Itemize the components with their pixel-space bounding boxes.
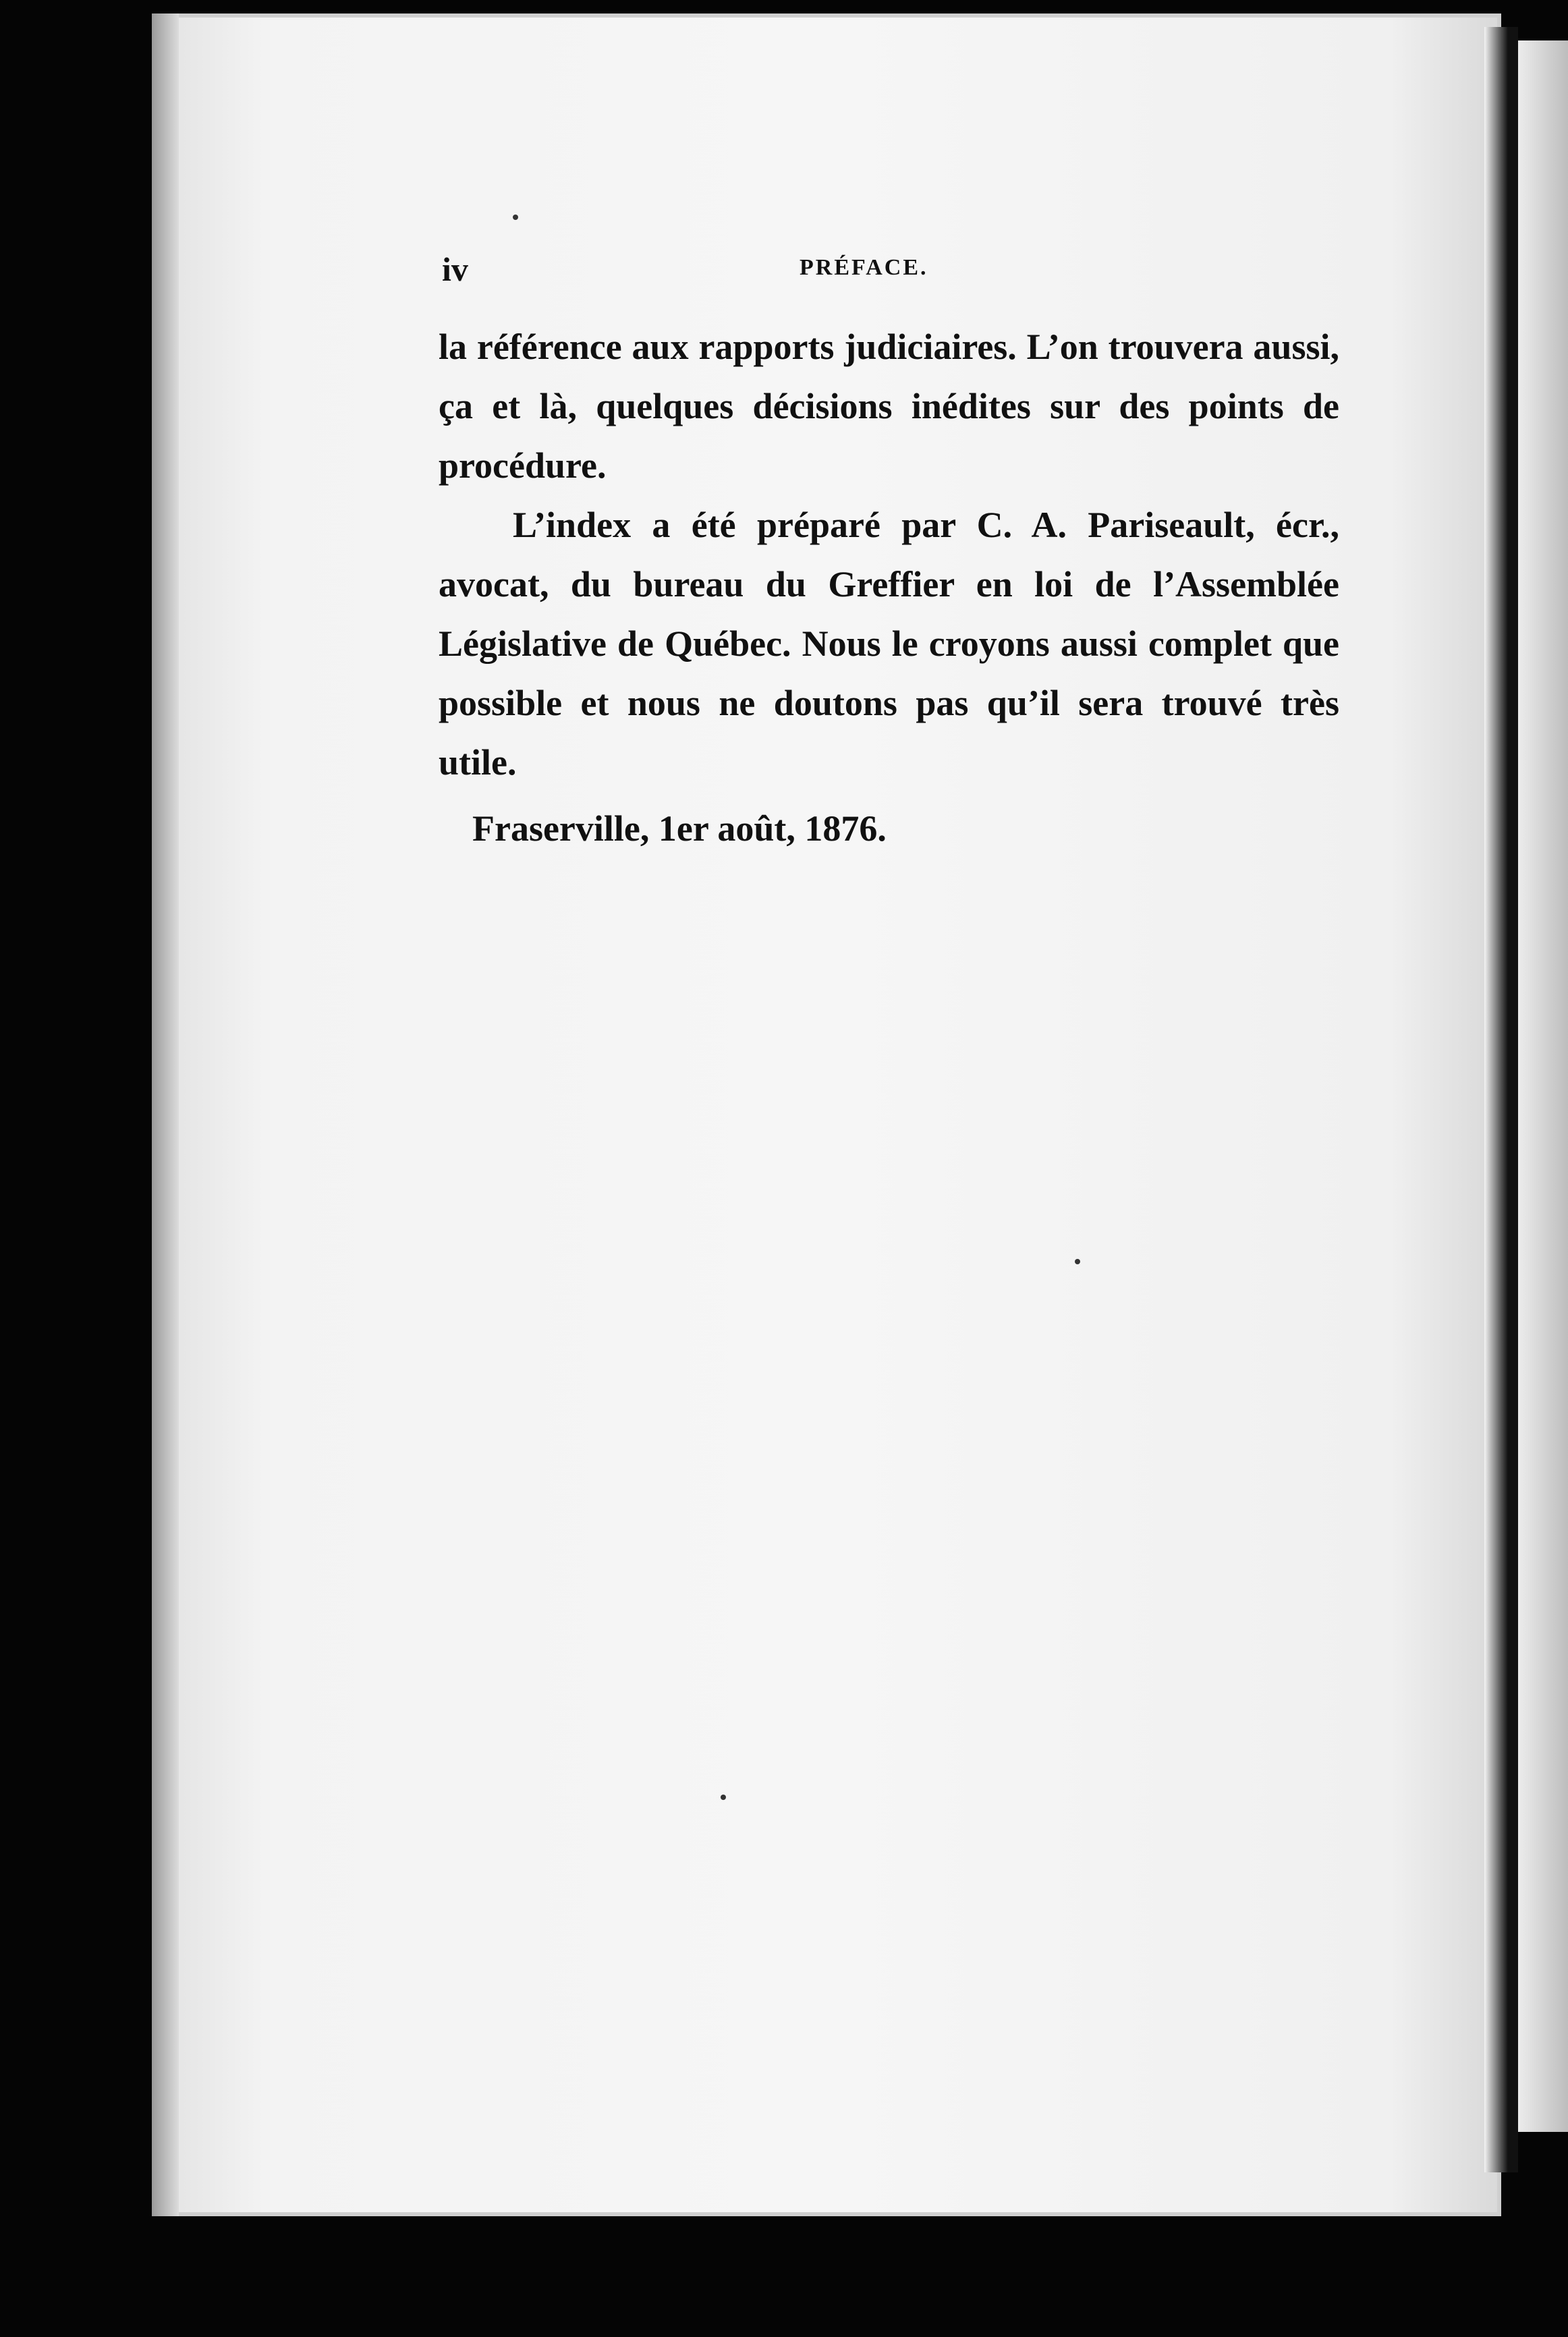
paragraph: la référence aux rapports judiciaires. L’on trouvera aussi, ça et là, quelques décisions inédites sur des points de procédure. bbox=[439, 327, 1339, 486]
facing-page-edge bbox=[1518, 40, 1568, 2132]
running-title: PRÉFACE. bbox=[800, 255, 928, 280]
paragraph: L’index a été préparé par C. A. Pariseault, écr., avocat, du bureau du Greffier en loi de l’Assemblée Législative de Québec. Nous le croyons aussi complet que possible et nous ne doutons pas qu’il sera trouvé très utile. bbox=[439, 505, 1339, 783]
dateline: Fraserville, 1er août, 1876. bbox=[472, 808, 887, 849]
page-number: iv bbox=[442, 250, 468, 288]
print-speck bbox=[513, 215, 518, 220]
running-head bbox=[442, 250, 1312, 290]
print-speck bbox=[1075, 1259, 1080, 1264]
page-right-edge bbox=[1484, 27, 1518, 2172]
print-speck bbox=[721, 1795, 726, 1800]
bleed-through-text bbox=[439, 816, 1336, 1882]
body-text bbox=[439, 317, 1339, 858]
page-gutter-shadow bbox=[152, 13, 179, 2216]
